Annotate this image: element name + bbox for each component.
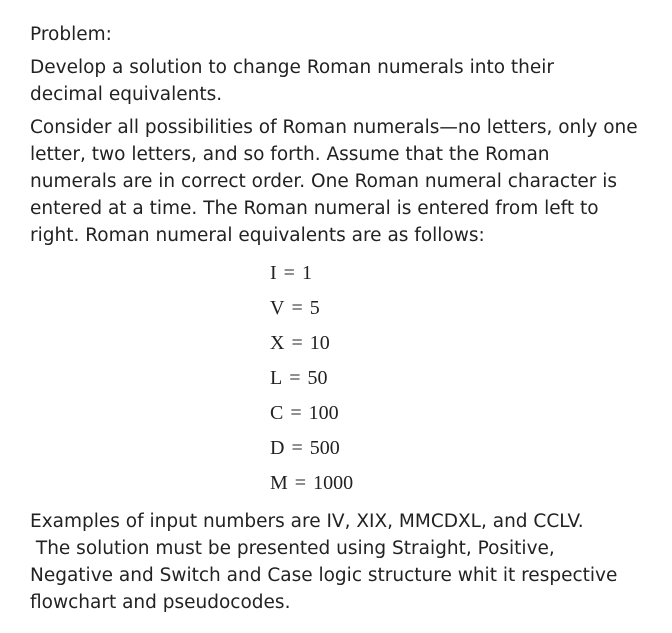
decimal-value: 100 bbox=[308, 402, 339, 424]
roman-symbol: M bbox=[270, 472, 288, 494]
requirements-paragraph: The solution must be presented using Straight, Positive, Negative and Switch and Case logic structure whit it respective flowchart and pseudocodes. bbox=[30, 538, 624, 613]
decimal-value: 5 bbox=[309, 297, 320, 319]
problem-heading: Problem: bbox=[30, 24, 112, 45]
roman-symbol: I bbox=[270, 262, 277, 284]
roman-symbol: X bbox=[270, 332, 285, 354]
equals-sign: = bbox=[291, 332, 303, 354]
roman-row-d bbox=[270, 431, 353, 466]
roman-row-m bbox=[270, 466, 353, 501]
decimal-value: 50 bbox=[307, 367, 328, 389]
equals-sign: = bbox=[290, 402, 302, 424]
roman-symbol: C bbox=[270, 402, 284, 424]
problem-intro-paragraph: Develop a solution to change Roman numerals into their decimal equivalents. bbox=[30, 57, 554, 105]
decimal-value: 1000 bbox=[313, 472, 354, 494]
roman-equivalents-table bbox=[270, 256, 353, 501]
roman-row-c bbox=[270, 396, 353, 431]
decimal-value: 500 bbox=[309, 437, 340, 459]
equals-sign: = bbox=[289, 367, 301, 389]
roman-row-v bbox=[270, 291, 353, 326]
roman-row-x bbox=[270, 326, 353, 361]
roman-symbol: V bbox=[270, 297, 285, 319]
roman-symbol: L bbox=[270, 367, 283, 389]
examples-line: Examples of input numbers are IV, XIX, MMCDXL, and CCLV. bbox=[30, 511, 584, 532]
equals-sign: = bbox=[294, 472, 307, 494]
roman-symbol: D bbox=[270, 437, 285, 459]
roman-row-l bbox=[270, 361, 353, 396]
decimal-value: 10 bbox=[309, 332, 330, 354]
examples-block bbox=[30, 508, 640, 616]
equals-sign: = bbox=[283, 262, 295, 284]
equals-sign: = bbox=[291, 437, 303, 459]
problem-conditions-paragraph: Consider all possibilities of Roman numerals—no letters, only one letter, two letters, and so forth. Assume that the Roman numerals are in correct order. One Roman numeral character is entered at a time. The Roman numeral is entered from left to right. Roman numeral equivalents are as follows: bbox=[30, 117, 638, 246]
roman-row-i bbox=[270, 256, 353, 291]
equals-sign: = bbox=[291, 297, 303, 319]
decimal-value: 1 bbox=[301, 262, 312, 284]
